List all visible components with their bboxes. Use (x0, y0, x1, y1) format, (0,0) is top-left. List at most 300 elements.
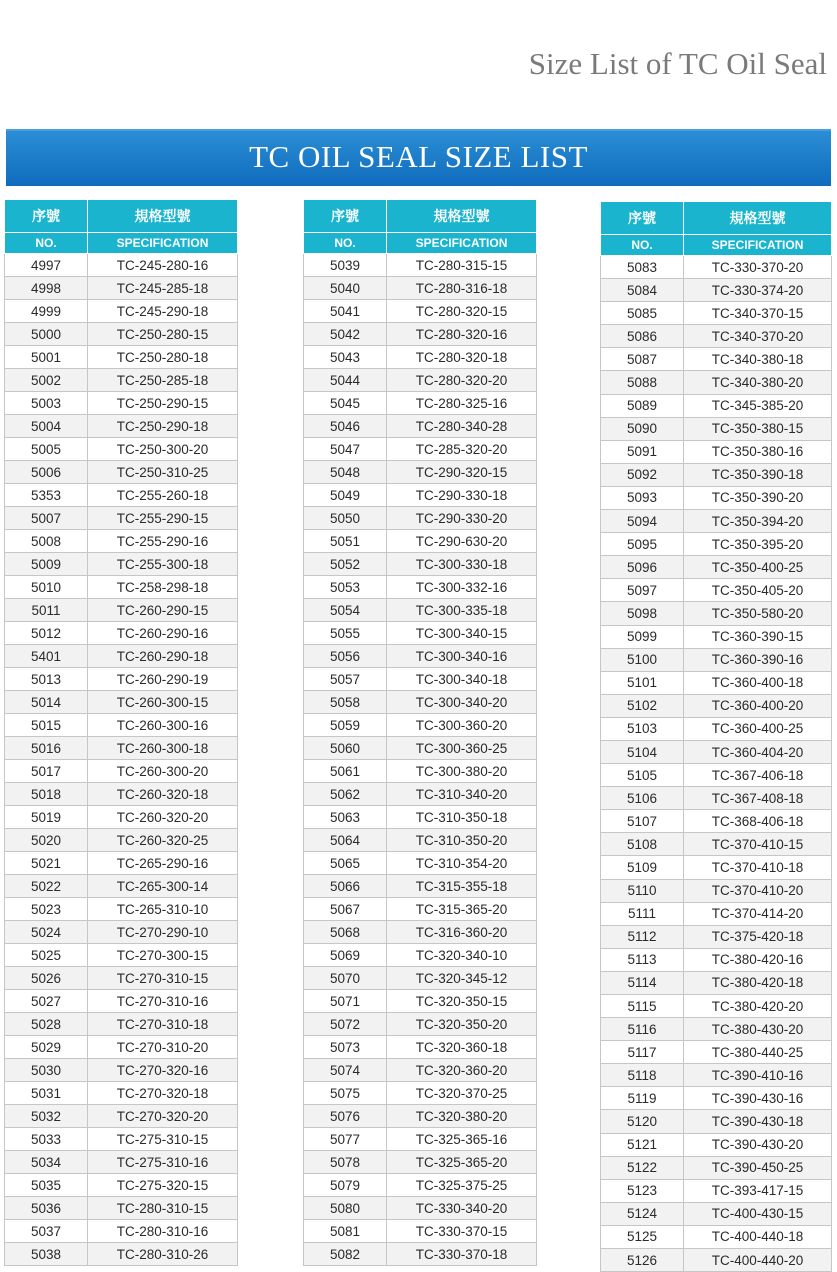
item-no-cell: 5073 (304, 1036, 387, 1059)
specification-cell: TC-340-380-18 (684, 348, 832, 371)
item-no-cell: 5080 (304, 1197, 387, 1220)
table-row (304, 875, 537, 898)
header-spec-cn: 規格型號 (88, 200, 238, 233)
table-row (601, 995, 832, 1018)
table-row (601, 510, 832, 533)
item-no-cell: 4998 (5, 277, 88, 300)
item-no-cell: 5066 (304, 875, 387, 898)
table-row (5, 254, 238, 277)
specification-cell: TC-300-340-16 (387, 645, 537, 668)
item-no-cell: 5018 (5, 783, 88, 806)
item-no-cell: 5090 (601, 417, 684, 440)
item-no-cell: 5031 (5, 1082, 88, 1105)
specification-cell: TC-360-400-25 (684, 717, 832, 740)
table-row (5, 737, 238, 760)
item-no-cell: 5072 (304, 1013, 387, 1036)
table-row (5, 783, 238, 806)
item-no-cell: 5118 (601, 1064, 684, 1087)
specification-cell: TC-280-340-28 (387, 415, 537, 438)
item-no-cell: 5119 (601, 1087, 684, 1110)
item-no-cell: 5004 (5, 415, 88, 438)
table-row (304, 346, 537, 369)
specification-cell: TC-300-335-18 (387, 599, 537, 622)
table-row (304, 553, 537, 576)
item-no-cell: 5108 (601, 833, 684, 856)
table-row (5, 875, 238, 898)
item-no-cell: 5044 (304, 369, 387, 392)
item-no-cell: 5051 (304, 530, 387, 553)
header-no-en: NO. (5, 233, 88, 254)
specification-cell: TC-275-310-15 (88, 1128, 238, 1151)
item-no-cell: 5100 (601, 648, 684, 671)
title-banner (6, 129, 831, 186)
table-row (304, 300, 537, 323)
specification-cell: TC-360-400-20 (684, 694, 832, 717)
item-no-cell: 5011 (5, 599, 88, 622)
header-spec-en: SPECIFICATION (684, 235, 832, 256)
specification-cell: TC-380-420-16 (684, 948, 832, 971)
specification-cell: TC-280-320-20 (387, 369, 537, 392)
item-no-cell: 5062 (304, 783, 387, 806)
table-row (304, 438, 537, 461)
specification-cell: TC-270-320-16 (88, 1059, 238, 1082)
specification-cell: TC-360-404-20 (684, 740, 832, 763)
table-row (601, 463, 832, 486)
item-no-cell: 5052 (304, 553, 387, 576)
specification-cell: TC-370-410-20 (684, 879, 832, 902)
table-row (601, 740, 832, 763)
item-no-cell: 5106 (601, 787, 684, 810)
item-no-cell: 5010 (5, 576, 88, 599)
item-no-cell: 5087 (601, 348, 684, 371)
specification-cell: TC-260-320-20 (88, 806, 238, 829)
table-row (601, 1133, 832, 1156)
item-no-cell: 5103 (601, 717, 684, 740)
table-row (304, 277, 537, 300)
specification-cell: TC-340-370-15 (684, 302, 832, 325)
table-row (304, 1197, 537, 1220)
specification-cell: TC-325-365-16 (387, 1128, 537, 1151)
table-row (5, 300, 238, 323)
item-no-cell: 5036 (5, 1197, 88, 1220)
item-no-cell: 5049 (304, 484, 387, 507)
header-spec-cn: 規格型號 (387, 200, 537, 233)
specification-cell: TC-280-310-16 (88, 1220, 238, 1243)
specification-cell: TC-330-374-20 (684, 279, 832, 302)
table-row (5, 645, 238, 668)
table-row (5, 1013, 238, 1036)
item-no-cell: 5048 (304, 461, 387, 484)
item-no-cell: 5012 (5, 622, 88, 645)
item-no-cell: 5065 (304, 852, 387, 875)
specification-cell: TC-400-440-18 (684, 1225, 832, 1248)
specification-cell: TC-260-300-15 (88, 691, 238, 714)
table-row (601, 440, 832, 463)
item-no-cell: 5047 (304, 438, 387, 461)
item-no-cell: 5007 (5, 507, 88, 530)
table-row (5, 829, 238, 852)
table-row (304, 369, 537, 392)
table-row (304, 323, 537, 346)
specification-cell: TC-370-414-20 (684, 902, 832, 925)
table-row (5, 668, 238, 691)
item-no-cell: 5000 (5, 323, 88, 346)
item-no-cell: 5107 (601, 810, 684, 833)
size-table-3 (600, 201, 832, 1272)
item-no-cell: 5070 (304, 967, 387, 990)
item-no-cell: 5101 (601, 671, 684, 694)
table-row (5, 438, 238, 461)
specification-cell: TC-320-340-10 (387, 944, 537, 967)
specification-cell: TC-390-430-20 (684, 1133, 832, 1156)
item-no-cell: 5050 (304, 507, 387, 530)
item-no-cell: 5120 (601, 1110, 684, 1133)
table-row (304, 1082, 537, 1105)
item-no-cell: 5064 (304, 829, 387, 852)
table-row (304, 1036, 537, 1059)
item-no-cell: 5111 (601, 902, 684, 925)
table-row (5, 1082, 238, 1105)
specification-cell: TC-250-310-25 (88, 461, 238, 484)
item-no-cell: 5020 (5, 829, 88, 852)
specification-cell: TC-350-394-20 (684, 510, 832, 533)
table-row (5, 392, 238, 415)
specification-cell: TC-300-340-20 (387, 691, 537, 714)
item-no-cell: 5032 (5, 1105, 88, 1128)
table-row (304, 1243, 537, 1266)
specification-cell: TC-270-320-20 (88, 1105, 238, 1128)
item-no-cell: 5092 (601, 463, 684, 486)
table-row (5, 760, 238, 783)
item-no-cell: 5121 (601, 1133, 684, 1156)
table-row (5, 1197, 238, 1220)
table-row (304, 829, 537, 852)
item-no-cell: 5075 (304, 1082, 387, 1105)
item-no-cell: 5401 (5, 645, 88, 668)
table-row (304, 599, 537, 622)
specification-cell: TC-260-290-18 (88, 645, 238, 668)
table-row (5, 806, 238, 829)
item-no-cell: 5116 (601, 1018, 684, 1041)
item-no-cell: 5078 (304, 1151, 387, 1174)
item-no-cell: 5102 (601, 694, 684, 717)
item-no-cell: 5039 (304, 254, 387, 277)
specification-cell: TC-350-395-20 (684, 533, 832, 556)
specification-cell: TC-260-300-20 (88, 760, 238, 783)
item-no-cell: 5081 (304, 1220, 387, 1243)
table-row (601, 787, 832, 810)
specification-cell: TC-310-354-20 (387, 852, 537, 875)
table-row (601, 764, 832, 787)
item-no-cell: 5122 (601, 1156, 684, 1179)
specification-cell: TC-367-408-18 (684, 787, 832, 810)
table-row (601, 671, 832, 694)
table-row (304, 668, 537, 691)
table-row (304, 691, 537, 714)
table-row (304, 921, 537, 944)
table-row (601, 579, 832, 602)
item-no-cell: 5053 (304, 576, 387, 599)
item-no-cell: 5077 (304, 1128, 387, 1151)
table-row (5, 944, 238, 967)
item-no-cell: 5113 (601, 948, 684, 971)
item-no-cell: 5099 (601, 625, 684, 648)
item-no-cell: 5082 (304, 1243, 387, 1266)
item-no-cell: 5089 (601, 394, 684, 417)
item-no-cell: 5083 (601, 256, 684, 279)
specification-cell: TC-340-380-20 (684, 371, 832, 394)
specification-cell: TC-350-390-20 (684, 486, 832, 509)
specification-cell: TC-300-360-20 (387, 714, 537, 737)
table-row (601, 810, 832, 833)
specification-cell: TC-368-406-18 (684, 810, 832, 833)
specification-cell: TC-280-320-15 (387, 300, 537, 323)
table-row (601, 1156, 832, 1179)
item-no-cell: 5008 (5, 530, 88, 553)
specification-cell: TC-345-385-20 (684, 394, 832, 417)
item-no-cell: 5105 (601, 764, 684, 787)
specification-cell: TC-320-345-12 (387, 967, 537, 990)
specification-cell: TC-258-298-18 (88, 576, 238, 599)
item-no-cell: 5033 (5, 1128, 88, 1151)
item-no-cell: 5068 (304, 921, 387, 944)
table-row (5, 1151, 238, 1174)
specification-cell: TC-380-420-18 (684, 971, 832, 994)
specification-cell: TC-393-417-15 (684, 1179, 832, 1202)
specification-cell: TC-245-290-18 (88, 300, 238, 323)
item-no-cell: 5110 (601, 879, 684, 902)
item-no-cell: 5006 (5, 461, 88, 484)
item-no-cell: 5123 (601, 1179, 684, 1202)
table-row (5, 1059, 238, 1082)
table-row (304, 254, 537, 277)
item-no-cell: 5079 (304, 1174, 387, 1197)
table-row (304, 415, 537, 438)
item-no-cell: 5041 (304, 300, 387, 323)
table-row (601, 1087, 832, 1110)
specification-cell: TC-250-290-15 (88, 392, 238, 415)
item-no-cell: 5055 (304, 622, 387, 645)
specification-cell: TC-360-390-15 (684, 625, 832, 648)
item-no-cell: 5059 (304, 714, 387, 737)
specification-cell: TC-255-300-18 (88, 553, 238, 576)
specification-cell: TC-350-400-25 (684, 556, 832, 579)
table-row (304, 898, 537, 921)
table-row (5, 507, 238, 530)
item-no-cell: 5088 (601, 371, 684, 394)
item-no-cell: 5094 (601, 510, 684, 533)
specification-cell: TC-260-300-16 (88, 714, 238, 737)
specification-cell: TC-360-390-16 (684, 648, 832, 671)
item-no-cell: 5058 (304, 691, 387, 714)
item-no-cell: 5042 (304, 323, 387, 346)
table-row (5, 323, 238, 346)
table-row (601, 1249, 832, 1272)
table-row (601, 925, 832, 948)
table-row (601, 1179, 832, 1202)
specification-cell: TC-290-630-20 (387, 530, 537, 553)
table-row (601, 971, 832, 994)
item-no-cell: 5014 (5, 691, 88, 714)
table-row (5, 415, 238, 438)
table-row (601, 856, 832, 879)
table-row (601, 717, 832, 740)
specification-cell: TC-400-430-15 (684, 1202, 832, 1225)
specification-cell: TC-350-580-20 (684, 602, 832, 625)
table-row (304, 576, 537, 599)
specification-cell: TC-325-375-25 (387, 1174, 537, 1197)
item-no-cell: 5056 (304, 645, 387, 668)
table-row (5, 553, 238, 576)
table-row (601, 556, 832, 579)
item-no-cell: 5019 (5, 806, 88, 829)
item-no-cell: 5353 (5, 484, 88, 507)
table-row (601, 325, 832, 348)
table-row (304, 852, 537, 875)
specification-cell: TC-280-310-26 (88, 1243, 238, 1266)
item-no-cell: 5114 (601, 971, 684, 994)
item-no-cell: 5021 (5, 852, 88, 875)
table-row (601, 833, 832, 856)
item-no-cell: 5037 (5, 1220, 88, 1243)
item-no-cell: 5013 (5, 668, 88, 691)
specification-cell: TC-280-316-18 (387, 277, 537, 300)
item-no-cell: 5060 (304, 737, 387, 760)
specification-cell: TC-250-280-18 (88, 346, 238, 369)
item-no-cell: 5022 (5, 875, 88, 898)
item-no-cell: 5117 (601, 1041, 684, 1064)
header-no-cn: 序號 (304, 200, 387, 233)
table-row (5, 576, 238, 599)
item-no-cell: 5095 (601, 533, 684, 556)
specification-cell: TC-330-370-20 (684, 256, 832, 279)
table-row (304, 507, 537, 530)
specification-cell: TC-300-360-25 (387, 737, 537, 760)
table-row (601, 1041, 832, 1064)
table-row (601, 902, 832, 925)
table-row (304, 990, 537, 1013)
table-row (5, 1036, 238, 1059)
table-row (5, 369, 238, 392)
table-row (5, 691, 238, 714)
item-no-cell: 5015 (5, 714, 88, 737)
table-row (601, 279, 832, 302)
table-row (601, 394, 832, 417)
specification-cell: TC-390-430-18 (684, 1110, 832, 1133)
item-no-cell: 5038 (5, 1243, 88, 1266)
item-no-cell: 5125 (601, 1225, 684, 1248)
table-row (5, 990, 238, 1013)
specification-cell: TC-370-410-18 (684, 856, 832, 879)
item-no-cell: 5026 (5, 967, 88, 990)
specification-cell: TC-370-410-15 (684, 833, 832, 856)
item-no-cell: 5112 (601, 925, 684, 948)
table-row (5, 852, 238, 875)
specification-cell: TC-316-360-20 (387, 921, 537, 944)
item-no-cell: 5043 (304, 346, 387, 369)
specification-cell: TC-255-290-16 (88, 530, 238, 553)
specification-cell: TC-250-285-18 (88, 369, 238, 392)
item-no-cell: 5003 (5, 392, 88, 415)
specification-cell: TC-390-410-16 (684, 1064, 832, 1087)
table-row (304, 760, 537, 783)
specification-cell: TC-320-360-18 (387, 1036, 537, 1059)
specification-cell: TC-260-290-19 (88, 668, 238, 691)
specification-cell: TC-375-420-18 (684, 925, 832, 948)
page-title: Size List of TC Oil Seal (528, 46, 827, 81)
table-row (601, 602, 832, 625)
item-no-cell: 5071 (304, 990, 387, 1013)
specification-cell: TC-280-320-16 (387, 323, 537, 346)
item-no-cell: 5009 (5, 553, 88, 576)
table-row (601, 879, 832, 902)
table-row (5, 1105, 238, 1128)
table-row (5, 599, 238, 622)
specification-cell: TC-380-440-25 (684, 1041, 832, 1064)
item-no-cell: 5085 (601, 302, 684, 325)
specification-cell: TC-325-365-20 (387, 1151, 537, 1174)
specification-cell: TC-250-280-15 (88, 323, 238, 346)
table-row (5, 461, 238, 484)
header-spec-en: SPECIFICATION (88, 233, 238, 254)
item-no-cell: 5104 (601, 740, 684, 763)
table-row (5, 921, 238, 944)
table-row (601, 486, 832, 509)
specification-cell: TC-300-330-18 (387, 553, 537, 576)
item-no-cell: 5001 (5, 346, 88, 369)
specification-cell: TC-320-380-20 (387, 1105, 537, 1128)
specification-cell: TC-250-290-18 (88, 415, 238, 438)
header-no-en: NO. (304, 233, 387, 254)
banner-title: TC OIL SEAL SIZE LIST (249, 139, 588, 174)
specification-cell: TC-265-310-10 (88, 898, 238, 921)
table-row (601, 348, 832, 371)
specification-cell: TC-290-330-18 (387, 484, 537, 507)
item-no-cell: 5098 (601, 602, 684, 625)
specification-cell: TC-260-300-18 (88, 737, 238, 760)
item-no-cell: 5093 (601, 486, 684, 509)
table-row (304, 783, 537, 806)
table-row (304, 622, 537, 645)
item-no-cell: 5029 (5, 1036, 88, 1059)
specification-cell: TC-310-350-18 (387, 806, 537, 829)
item-no-cell: 5027 (5, 990, 88, 1013)
item-no-cell: 5017 (5, 760, 88, 783)
specification-cell: TC-330-370-18 (387, 1243, 537, 1266)
table-row (304, 484, 537, 507)
size-table-2 (303, 199, 537, 1266)
table-row (304, 461, 537, 484)
table-row (601, 1064, 832, 1087)
item-no-cell: 5086 (601, 325, 684, 348)
specification-cell: TC-275-320-15 (88, 1174, 238, 1197)
item-no-cell: 5028 (5, 1013, 88, 1036)
specification-cell: TC-265-290-16 (88, 852, 238, 875)
table-row (5, 530, 238, 553)
table-row (304, 1105, 537, 1128)
item-no-cell: 5074 (304, 1059, 387, 1082)
specification-cell: TC-350-380-16 (684, 440, 832, 463)
specification-cell: TC-280-315-15 (387, 254, 537, 277)
item-no-cell: 5030 (5, 1059, 88, 1082)
table-row (601, 533, 832, 556)
item-no-cell: 5063 (304, 806, 387, 829)
table-row (601, 1110, 832, 1133)
specification-cell: TC-300-340-18 (387, 668, 537, 691)
specification-cell: TC-320-350-15 (387, 990, 537, 1013)
item-no-cell: 5069 (304, 944, 387, 967)
specification-cell: TC-315-355-18 (387, 875, 537, 898)
